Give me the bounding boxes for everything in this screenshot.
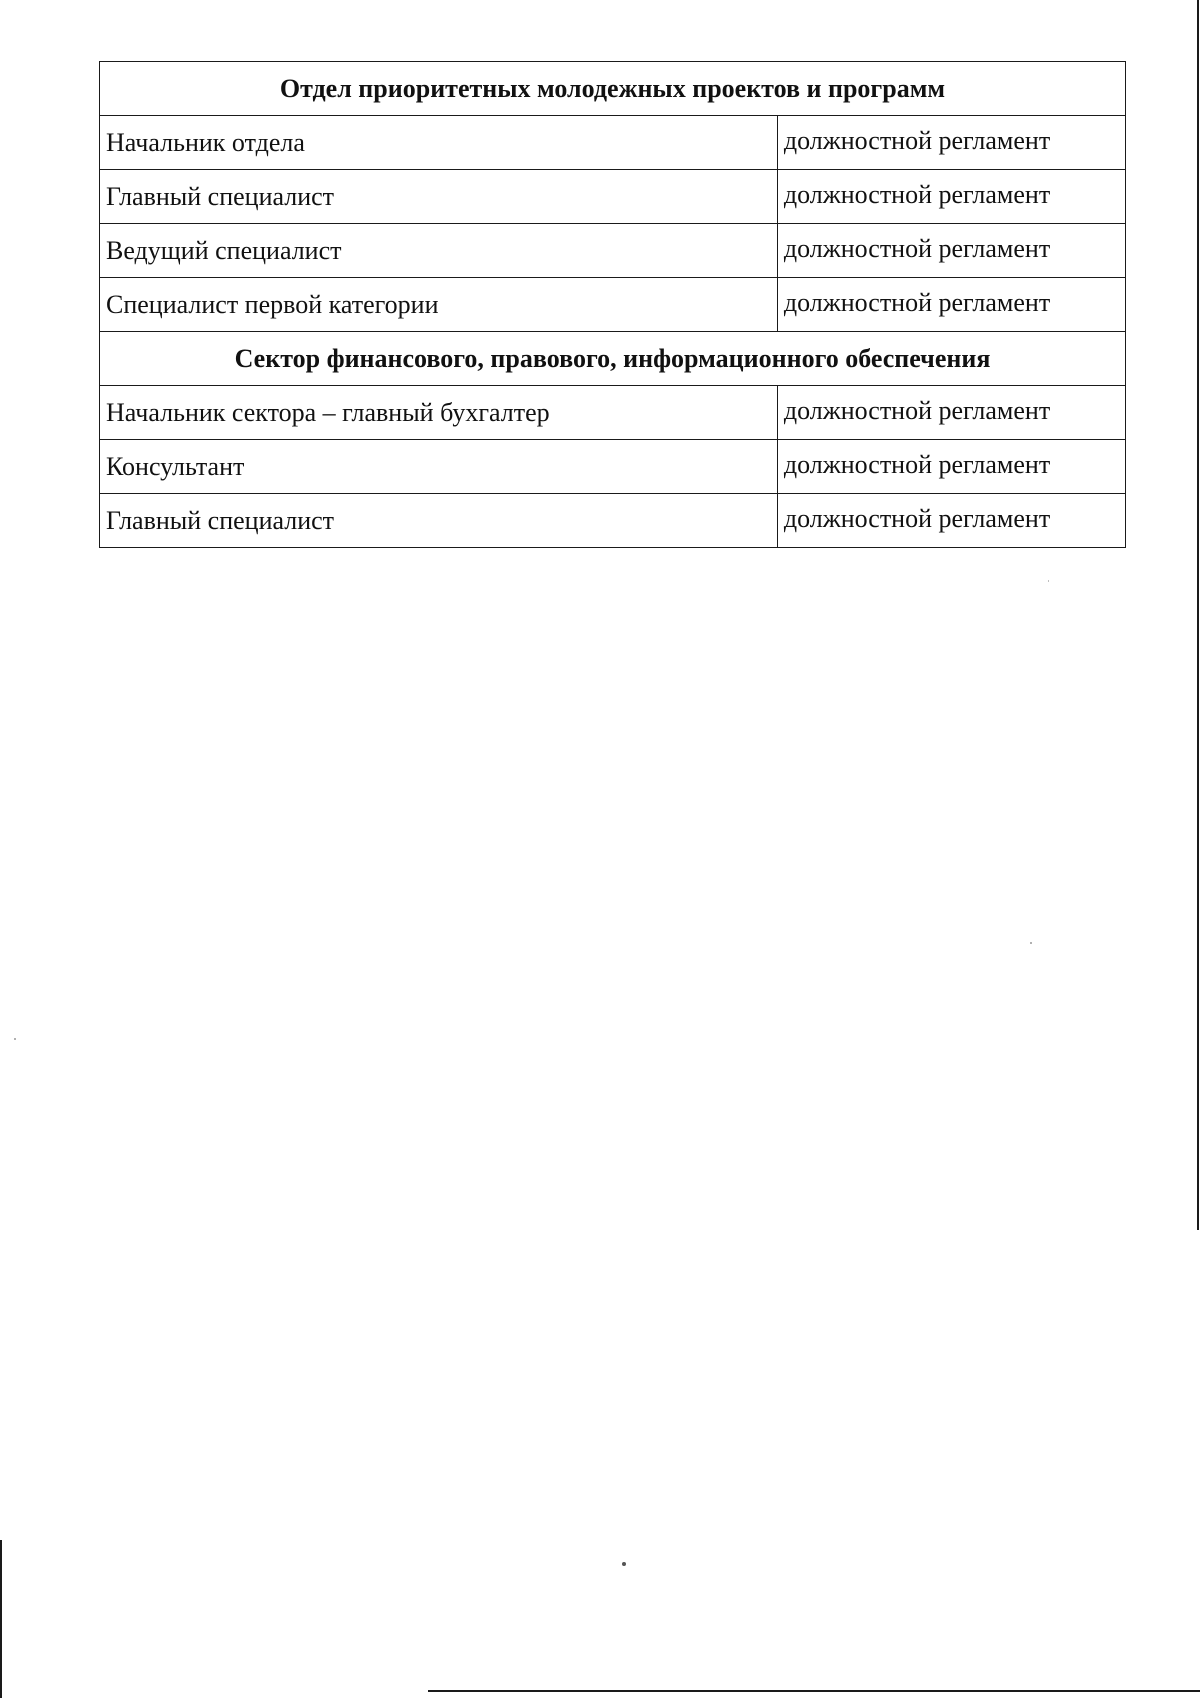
position-cell: Специалист первой категории xyxy=(100,278,778,332)
section-header-row xyxy=(100,332,1126,386)
right-edge-line xyxy=(1197,0,1199,1230)
position-cell: Начальник сектора – главный бухгалтер xyxy=(100,386,778,440)
position-cell: Главный специалист xyxy=(100,170,778,224)
bottom-edge-line xyxy=(428,1690,1200,1692)
table-row xyxy=(100,386,1126,440)
section-title: Сектор финансового, правового, информационного обеспечения xyxy=(100,332,1126,386)
table-row xyxy=(100,494,1126,548)
document-cell: должностной регламент xyxy=(777,494,1125,548)
section-header-row xyxy=(100,62,1126,116)
section-title: Отдел приоритетных молодежных проектов и программ xyxy=(100,62,1126,116)
scan-speck xyxy=(14,1038,16,1040)
scan-speck xyxy=(622,1562,626,1566)
document-cell: должностной регламент xyxy=(777,386,1125,440)
table-row xyxy=(100,440,1126,494)
document-cell: должностной регламент xyxy=(777,116,1125,170)
document-cell: должностной регламент xyxy=(777,278,1125,332)
position-cell: Начальник отдела xyxy=(100,116,778,170)
position-cell: Главный специалист xyxy=(100,494,778,548)
document-cell: должностной регламент xyxy=(777,170,1125,224)
table-row xyxy=(100,224,1126,278)
table-row xyxy=(100,170,1126,224)
document-cell: должностной регламент xyxy=(777,440,1125,494)
positions-table xyxy=(99,61,1126,548)
scan-speck xyxy=(1048,580,1049,582)
table-row xyxy=(100,116,1126,170)
scan-speck xyxy=(1030,942,1032,944)
position-cell: Консультант xyxy=(100,440,778,494)
document-cell: должностной регламент xyxy=(777,224,1125,278)
left-edge-line xyxy=(0,1540,2,1698)
position-cell: Ведущий специалист xyxy=(100,224,778,278)
table-row xyxy=(100,278,1126,332)
